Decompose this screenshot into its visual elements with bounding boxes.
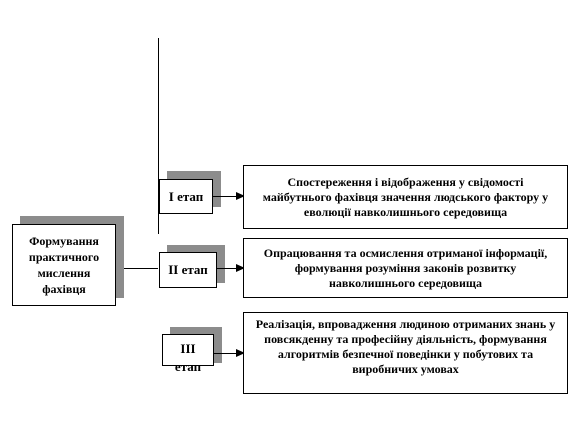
stage-2-description-box: [243, 238, 568, 298]
source-box-label: Формування практичного мислення фахівця: [28, 234, 100, 296]
stage-2-label: II етап: [168, 262, 208, 277]
stage-3-arrow-line: [214, 353, 238, 354]
stage-2-arrow-line: [217, 268, 238, 269]
stage-3-description: Реалізація, впровадження людиною отриманих знань у повсякденну та професійну діяльність, формування алгоритмів безпечної поведінки у побутових та виробничих умовах: [255, 317, 556, 376]
stage-3-label: III етап: [174, 341, 202, 374]
stage-2-description: Опрацювання та осмислення отриманої інформації, формування розуміння законів розвитку навколишнього середовища: [263, 245, 548, 290]
stage-3-box: [162, 334, 214, 374]
stage-1-label: I етап: [168, 188, 204, 204]
source-box: [12, 224, 116, 306]
stage-1-description-box: [243, 165, 568, 229]
stage-1-description: Спостереження і відображення у свідомості майбутнього фахівця значення людського фактору у еволюції навколишнього середовища: [262, 174, 549, 219]
stage-3-description-box: [243, 312, 568, 394]
stage-2-box: [159, 252, 217, 288]
stage-1-box: [159, 179, 213, 214]
stage-1-arrow-line: [213, 196, 238, 197]
